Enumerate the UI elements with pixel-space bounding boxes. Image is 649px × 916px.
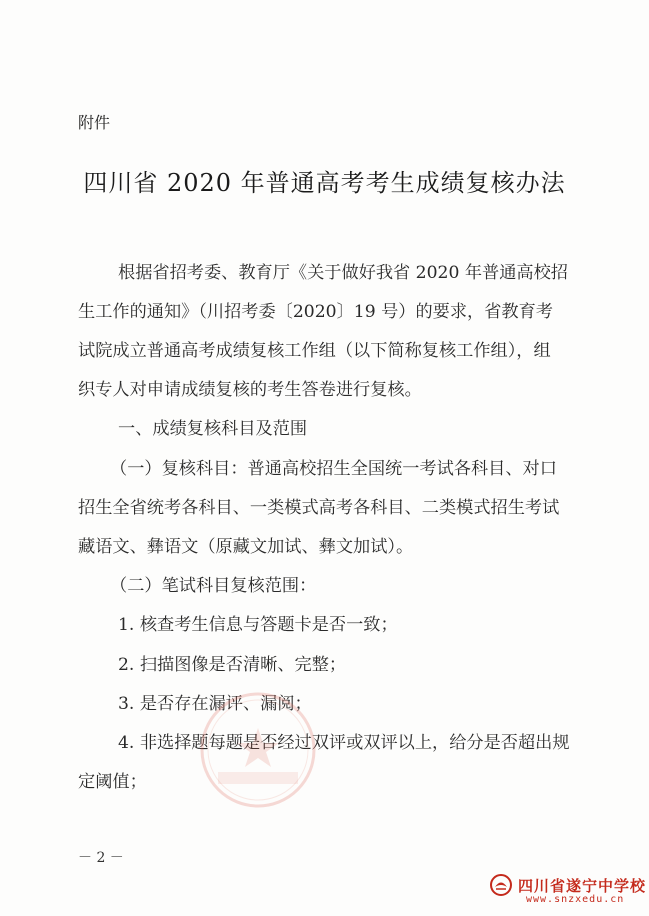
- school-logo-icon: [490, 874, 512, 896]
- body-line: （二）笔试科目复核范围：: [110, 576, 317, 596]
- site-watermark: [490, 872, 647, 912]
- body-line: 藏语文、彝语文（原藏文加试、彝文加试）。: [78, 537, 414, 557]
- watermark-name: 四川省遂宁中学校: [518, 877, 647, 895]
- list-item: 1. 核查考生信息与答题卡是否一致；: [118, 615, 398, 635]
- list-item: 4. 非选择题每题是否经过双评或双评以上，给分是否超出规: [118, 733, 570, 753]
- body-line: （一）复核科目：普通高校招生全国统一考试各科目、对口: [110, 459, 557, 479]
- body-line: 织专人对申请成绩复核的考生答卷进行复核。: [78, 380, 422, 400]
- section-heading: 一、成绩复核科目及范围: [118, 419, 308, 439]
- attachment-label: 附件: [78, 113, 111, 132]
- body-line: 根据省招考委、教育厅《关于做好我省 2020 年普通高校招: [118, 263, 568, 283]
- official-seal-icon: [198, 690, 318, 810]
- list-item: 2. 扫描图像是否清晰、完整；: [118, 655, 347, 675]
- page-title: 四川省 2020 年普通高考考生成绩复核办法: [83, 169, 566, 197]
- list-item: 定阈值；: [78, 772, 147, 792]
- body-line: 招生全省统考各科目、一类模式高考各科目、二类模式招生考试: [78, 498, 560, 518]
- list-item: 3. 是否存在漏评、漏阅；: [118, 694, 312, 714]
- body-line: 生工作的通知》（川招考委〔2020〕19 号）的要求，省教育考: [78, 302, 553, 322]
- watermark-url: www.snzxedu.cn: [526, 894, 625, 905]
- page-number: － 2 －: [78, 850, 124, 866]
- body-line: 试院成立普通高考成绩复核工作组（以下简称复核工作组），组: [78, 341, 551, 361]
